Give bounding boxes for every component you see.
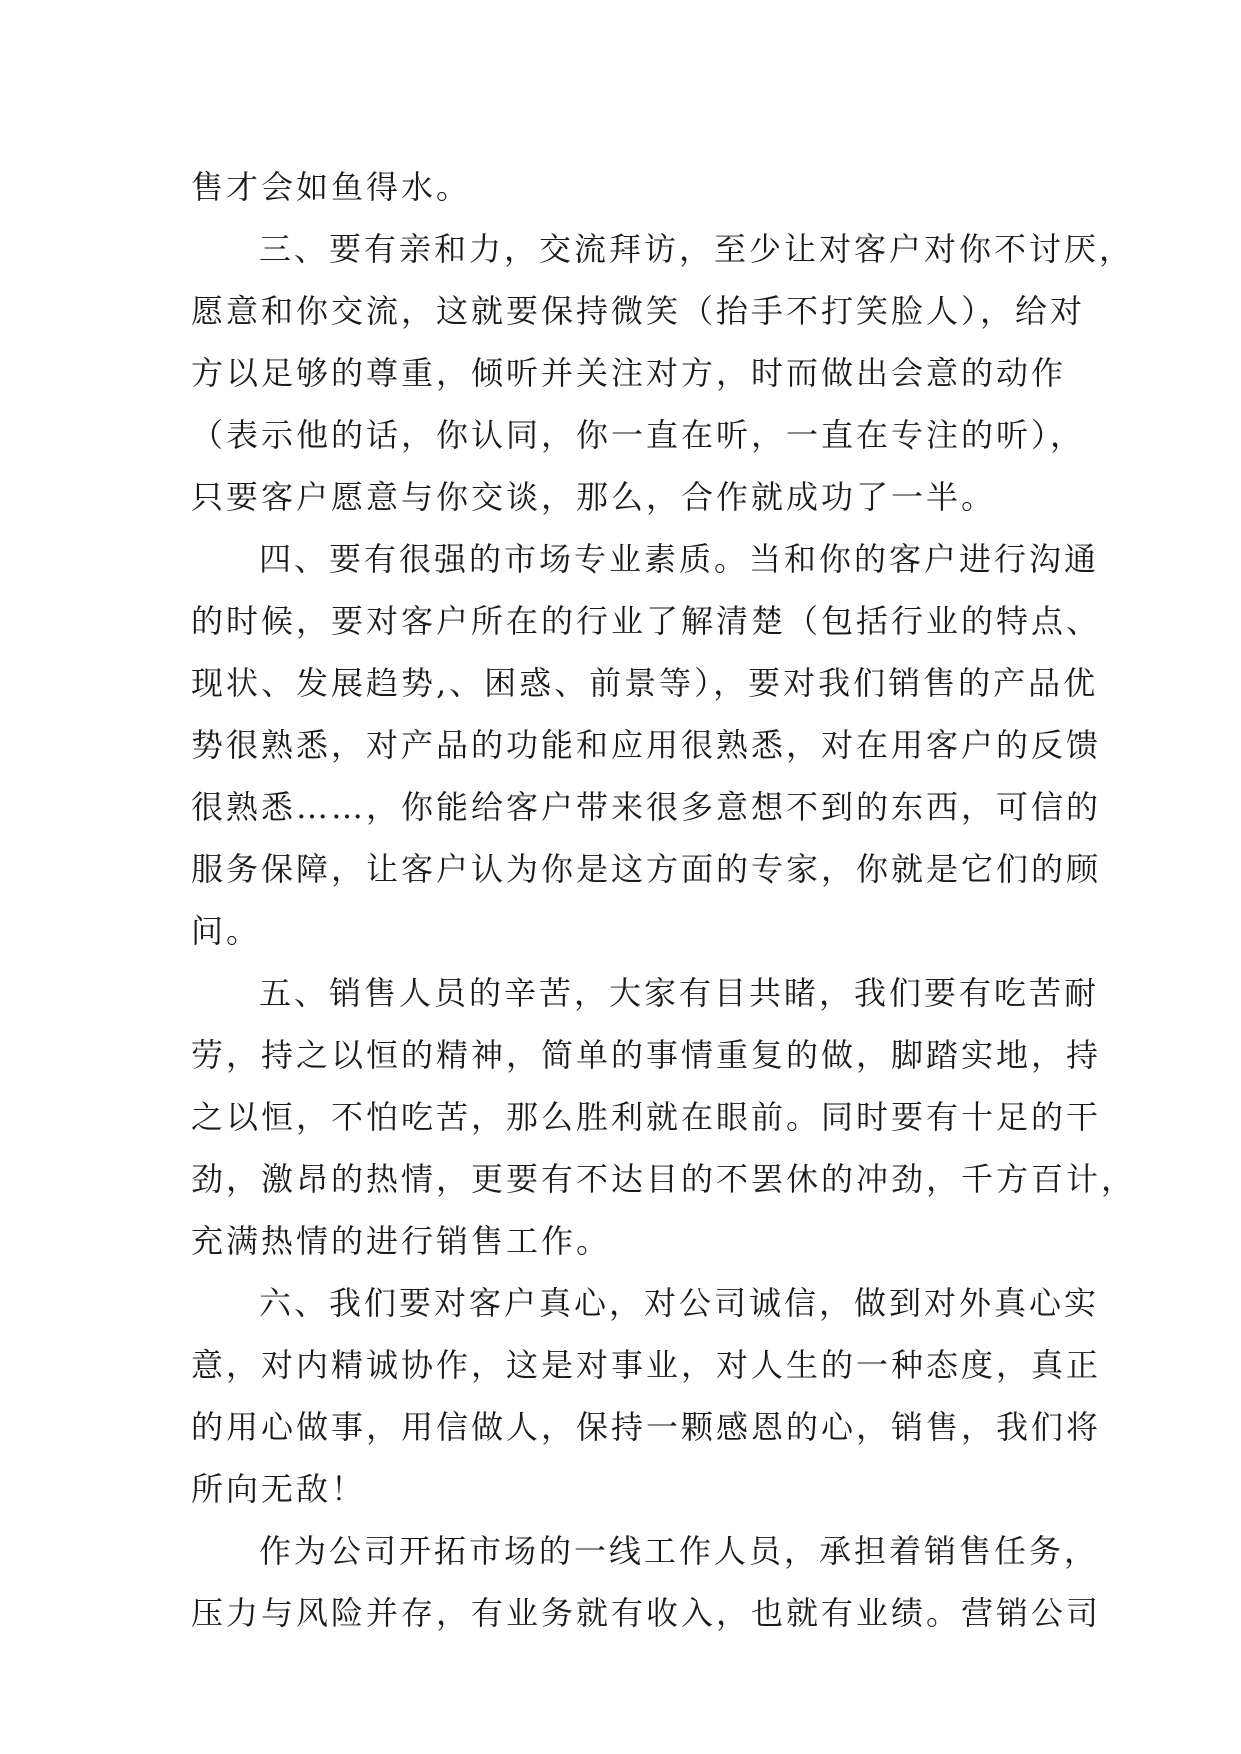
paragraph-first-line: 作为公司开拓市场的一线工作人员，承担着销售任务，	[259, 1532, 1100, 1570]
text-line: 方以足够的尊重，倾听并关注对方，时而做出会意的动作	[191, 354, 1067, 392]
text-line: 愿意和你交流，这就要保持微笑（抬手不打笑脸人），给对	[191, 292, 1086, 330]
text-line: 劲，激昂的热情，更要有不达目的不罢休的冲劲，千方百计，	[191, 1160, 1137, 1198]
text-line: 所向无敌！	[191, 1470, 367, 1508]
text-line: 很熟悉……，你能给客户带来很多意想不到的东西，可信的	[191, 788, 1102, 826]
text-line: 意，对内精诚协作，这是对事业，对人生的一种态度，真正	[191, 1346, 1102, 1384]
text-line: 服务保障，让客户认为你是这方面的专家，你就是它们的顾	[191, 850, 1102, 888]
text-line: 问。	[191, 912, 262, 950]
paragraph-first-line: 五、销售人员的辛苦，大家有目共睹，我们要有吃苦耐	[259, 974, 1100, 1012]
text-line: 的时候，要对客户所在的行业了解清楚（包括行业的特点、	[191, 602, 1102, 640]
text-line: 只要客户愿意与你交谈，那么，合作就成功了一半。	[191, 478, 997, 516]
text-line: 劳，持之以恒的精神，简单的事情重复的做，脚踏实地，持	[191, 1036, 1102, 1074]
text-line: 的用心做事，用信做人，保持一颗感恩的心，销售，我们将	[191, 1408, 1102, 1446]
text-line: 压力与风险并存，有业务就有收入，也就有业绩。营销公司	[191, 1594, 1102, 1632]
paragraph-first-line: 六、我们要对客户真心，对公司诚信，做到对外真心实	[259, 1284, 1100, 1322]
text-line: 充满热情的进行销售工作。	[191, 1222, 612, 1260]
document-body	[191, 156, 1137, 1644]
paragraph-first-line: 三、要有亲和力，交流拜访，至少让对客户对你不讨厌，	[259, 230, 1135, 268]
text-line: 售才会如鱼得水。	[191, 168, 472, 206]
text-line: 之以恒，不怕吃苦，那么胜利就在眼前。同时要有十足的干	[191, 1098, 1102, 1136]
text-line: 势很熟悉，对产品的功能和应用很熟悉，对在用客户的反馈	[191, 726, 1102, 764]
paragraph-first-line: 四、要有很强的市场专业素质。当和你的客户进行沟通	[259, 540, 1100, 578]
text-line: 现状、发展趋势,、困惑、前景等），要对我们销售的产品优	[191, 664, 1099, 702]
text-line: （表示他的话，你认同，你一直在听，一直在专注的听），	[191, 416, 1086, 454]
